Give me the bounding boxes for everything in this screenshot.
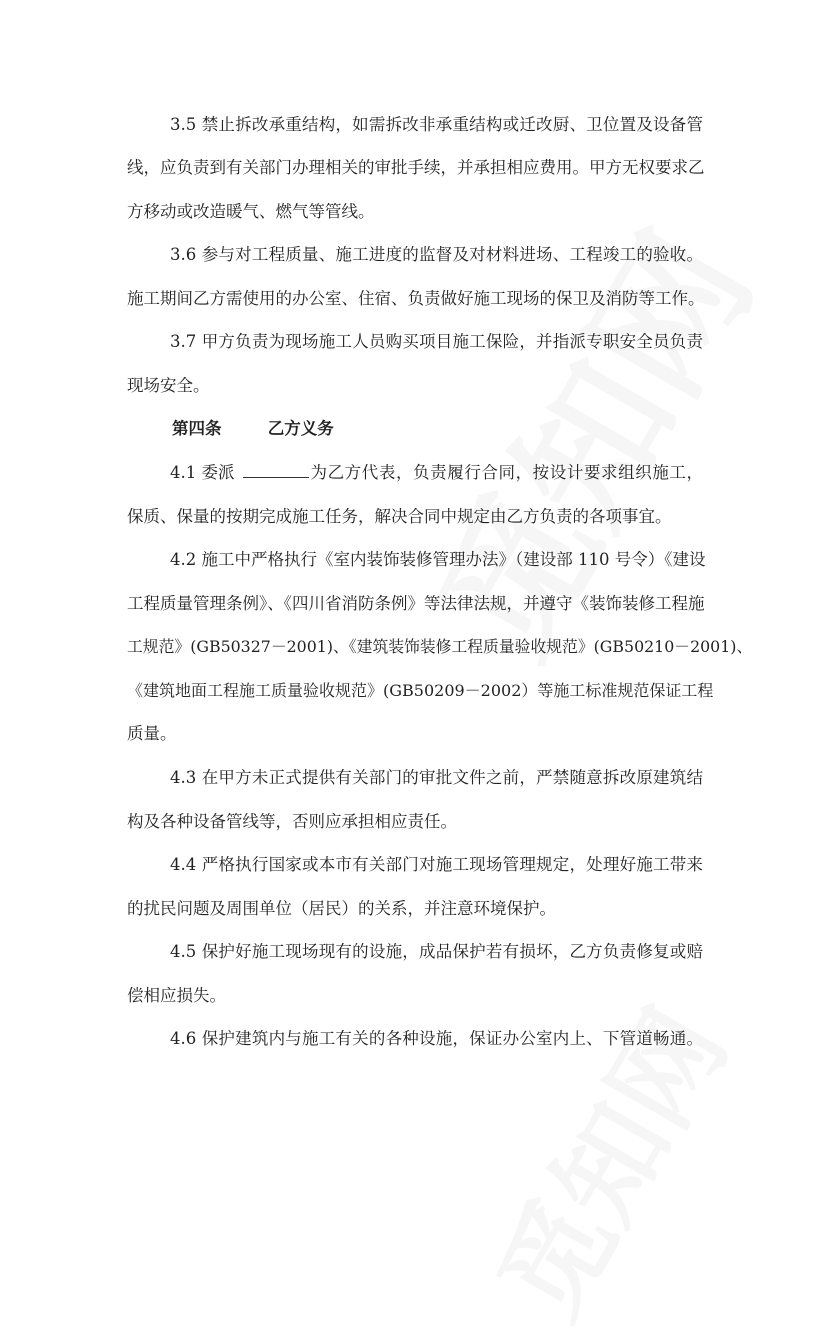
paragraph-3-5-line-2: 线，应负责到有关部门办理相关的审批手续，并承担相应费用。甲方无权要求乙: [127, 158, 705, 177]
paragraph-4-3-line-2: 构及各种设备管线等，否则应承担相应责任。: [127, 812, 457, 831]
paragraph-4-2-line-2: 工程质量管理条例》、《四川省消防条例》等法律法规，并遵守《装饰装修工程施: [127, 594, 705, 613]
paragraph-4-5-line-2: 偿相应损失。: [127, 986, 226, 1005]
paragraph-3-7-line-1: 3.7 甲方负责为现场施工人员购买项目施工保险，并指派专职安全员负责: [170, 332, 703, 351]
paragraph-3-7-line-2: 现场安全。: [127, 376, 210, 395]
paragraph-4-1-prefix: 4.1 委派: [170, 463, 235, 482]
heading-title: 乙方义务: [267, 419, 334, 438]
paragraph-4-1-suffix: 为乙方代表，负责履行合同，按设计要求组织施工，: [310, 463, 703, 482]
heading-number: 第四条: [172, 419, 222, 438]
paragraph-4-1-line-1: [170, 461, 703, 485]
paragraph-3-5-line-3: 方移动或改造暖气、燃气等管线。: [127, 202, 375, 221]
paragraph-4-1-line-2: 保质、保量的按期完成施工任务，解决合同中规定由乙方负责的各项事宜。: [127, 507, 672, 526]
paragraph-4-4-line-1: 4.4 严格执行国家或本市有关部门对施工现场管理规定，处理好施工带来: [170, 855, 703, 874]
section-heading: [172, 417, 748, 441]
paragraph-3-6-line-1: 3.6 参与对工程质量、施工进度的监督及对材料进场、工程竣工的验收。: [170, 245, 703, 264]
paragraph-4-2-line-1: 4.2 施工中严格执行《室内装饰装修管理办法》（建设部 110 号令）《建设: [170, 550, 706, 569]
paragraph-4-5-line-1: 4.5 保护好施工现场现有的设施，成品保护若有损坏，乙方负责修复或赔: [170, 942, 703, 961]
paragraph-3-6-line-2: 施工期间乙方需使用的办公室、住宿、负责做好施工现场的保卫及消防等工作。: [127, 289, 705, 308]
paragraph-4-2-line-3: 工规范》(GB50327－2001)、《建筑装饰装修工程质量验收规范》(GB50210－2001)、: [127, 637, 753, 656]
paragraph-3-5-line-1: 3.5 禁止拆改承重结构，如需拆改非承重结构或迁改厨、卫位置及设备管: [170, 115, 703, 134]
paragraph-4-6-line-1: 4.6 保护建筑内与施工有关的各种设施，保证办公室内上、下管道畅通。: [170, 1029, 703, 1048]
paragraph-4-3-line-1: 4.3 在甲方未正式提供有关部门的审批文件之前，严禁随意拆改原建筑结: [170, 768, 703, 787]
paragraph-4-4-line-2: 的扰民问题及周围单位（居民）的关系，并注意环境保护。: [127, 899, 556, 918]
representative-blank-field: [243, 461, 309, 478]
paragraph-4-2-line-5: 质量。: [127, 724, 177, 743]
paragraph-4-2-line-4: 《建筑地面工程施工质量验收规范》(GB50209－2002）等施工标准规范保证工程: [127, 681, 714, 700]
